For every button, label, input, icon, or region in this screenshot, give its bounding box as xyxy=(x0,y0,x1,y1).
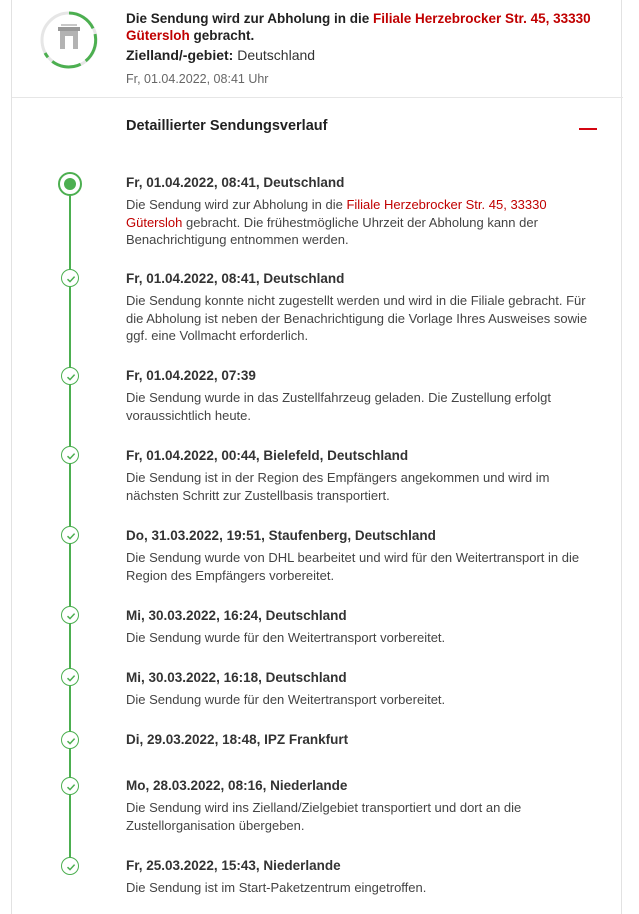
event-time: Fr, 01.04.2022, 08:41, Deutschland xyxy=(126,271,345,286)
summary-message-suffix: gebracht. xyxy=(189,28,255,43)
check-icon xyxy=(61,606,79,624)
check-icon xyxy=(61,269,79,287)
destination-value: Deutschland xyxy=(233,47,316,63)
event-time: Mo, 28.03.2022, 08:16, Niederlande xyxy=(126,778,348,793)
check-icon xyxy=(61,668,79,686)
check-icon xyxy=(61,367,79,385)
timeline-event xyxy=(126,174,601,249)
parcel-shop-icon xyxy=(39,10,99,70)
shipment-summary xyxy=(12,0,623,98)
destination-line xyxy=(126,46,596,64)
timeline-event xyxy=(126,527,601,584)
check-icon xyxy=(61,777,79,795)
event-time: Mi, 30.03.2022, 16:24, Deutschland xyxy=(126,608,347,623)
tracking-card xyxy=(11,0,622,914)
page-margin-left xyxy=(0,0,11,914)
timeline-event xyxy=(126,857,601,897)
event-description: Die Sendung ist im Start-Paketzentrum eingetroffen. xyxy=(126,880,427,895)
check-icon xyxy=(61,857,79,875)
event-description-prefix: Die Sendung wird zur Abholung in die xyxy=(126,197,347,212)
check-icon xyxy=(61,526,79,544)
detail-header[interactable] xyxy=(126,118,599,140)
timeline-event xyxy=(126,777,601,834)
summary-message-prefix: Die Sendung wird zur Abholung in die xyxy=(126,11,373,26)
check-icon xyxy=(61,446,79,464)
current-status-icon xyxy=(58,172,82,196)
timeline-event xyxy=(126,447,601,504)
timeline-event xyxy=(126,731,601,748)
event-time: Do, 31.03.2022, 19:51, Staufenberg, Deutschland xyxy=(126,528,436,543)
summary-location-link[interactable]: Filiale Herzebrocker Str. 45, 33330 Gütersloh xyxy=(126,11,591,43)
event-time: Fr, 01.04.2022, 00:44, Bielefeld, Deutschland xyxy=(126,448,409,463)
summary-message xyxy=(126,10,596,44)
tracking-timeline xyxy=(12,160,623,914)
event-description: Die Sendung wurde von DHL bearbeitet und wird für den Weitertransport in die Region des Empfängers vorbereitet. xyxy=(126,550,580,583)
minus-icon[interactable] xyxy=(577,122,599,136)
check-icon xyxy=(61,731,79,749)
event-description-suffix: gebracht. Die frühestmögliche Uhrzeit der Abholung kann der Benachrichtigung entnommen werden. xyxy=(126,214,538,247)
event-description: Die Sendung wurde in das Zustellfahrzeug geladen. Die Zustellung erfolgt voraussichtlich heute. xyxy=(126,390,551,423)
summary-timestamp: Fr, 01.04.2022, 08:41 Uhr xyxy=(126,72,269,86)
detail-title: Detaillierter Sendungsverlauf xyxy=(126,118,328,134)
event-location-link[interactable]: Filiale Herzebrocker Str. 45, 33330 Gütersloh xyxy=(126,197,547,230)
timeline-event xyxy=(126,270,601,345)
event-description xyxy=(126,196,601,249)
summary-text xyxy=(126,10,596,87)
event-time: Di, 29.03.2022, 18:48, IPZ Frankfurt xyxy=(126,732,349,747)
event-description: Die Sendung konnte nicht zugestellt werden und wird in die Filiale gebracht. Für die Abholung ist neben der Benachrichtigung die Vorlage Ihres Ausweises sowie ggf. eine Vollmacht erforderlich. xyxy=(126,293,588,343)
event-time: Mi, 30.03.2022, 16:18, Deutschland xyxy=(126,670,347,685)
page-margin-right xyxy=(623,0,639,914)
event-description: Die Sendung ist in der Region des Empfängers angekommen und wird im nächsten Schritt zur Zustellbasis transportiert. xyxy=(126,470,550,503)
event-time: Fr, 01.04.2022, 08:41, Deutschland xyxy=(126,175,345,190)
event-description: Die Sendung wird ins Zielland/Zielgebiet transportiert und dort an die Zustellorganisation übergeben. xyxy=(126,800,522,833)
event-description: Die Sendung wurde für den Weitertransport vorbereitet. xyxy=(126,692,446,707)
timeline-event xyxy=(126,367,601,424)
destination-label: Zielland/-gebiet: xyxy=(126,47,234,63)
timeline-event xyxy=(126,669,601,709)
event-description: Die Sendung wurde für den Weitertransport vorbereitet. xyxy=(126,630,446,645)
timeline-event xyxy=(126,607,601,647)
event-time: Fr, 25.03.2022, 15:43, Niederlande xyxy=(126,858,341,873)
event-time: Fr, 01.04.2022, 07:39 xyxy=(126,368,256,383)
